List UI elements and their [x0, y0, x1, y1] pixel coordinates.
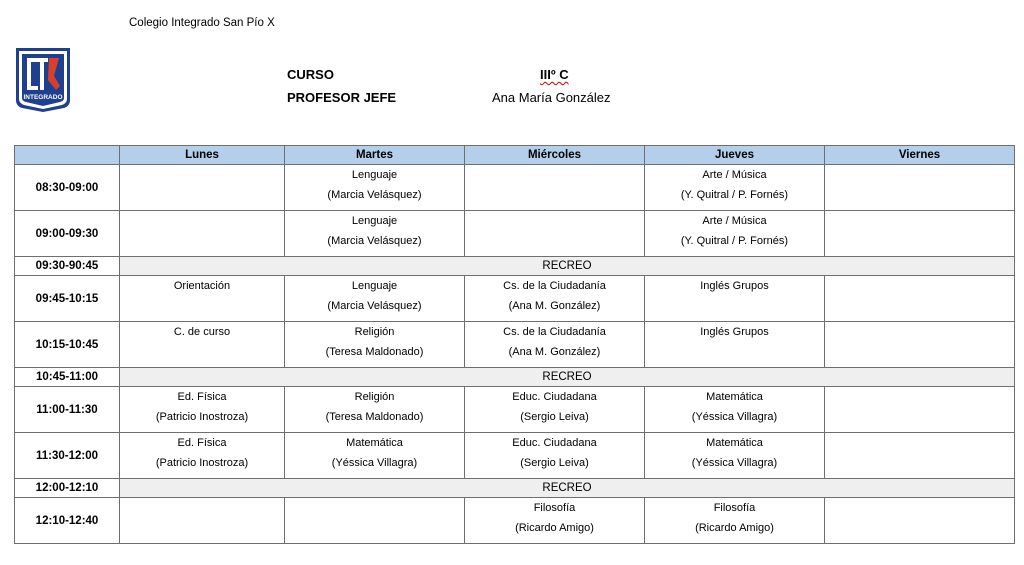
- subject-name: Ed. Física: [177, 391, 227, 403]
- recess-row: [15, 368, 1015, 387]
- corner-cell: [15, 146, 120, 165]
- teacher-name: (Yéssica Villagra): [691, 457, 778, 469]
- teacher-name: (Sergio Leiva): [520, 411, 589, 423]
- day-header-miercoles: Miércoles: [465, 146, 645, 165]
- time-slot: 11:00-11:30: [15, 387, 120, 433]
- class-row: [15, 322, 1015, 368]
- subject-name: Arte / Música: [702, 169, 767, 181]
- teacher-name: (Teresa Maldonado): [325, 346, 424, 358]
- subject-name: Matemática: [346, 437, 403, 449]
- teacher-name: (Teresa Maldonado): [325, 411, 424, 423]
- time-slot: 10:15-10:45: [15, 322, 120, 368]
- curso-label: CURSO: [287, 67, 334, 82]
- subject-name: Orientación: [173, 280, 231, 292]
- profesor-label: PROFESOR JEFE: [287, 90, 397, 105]
- teacher-name: (Marcia Velásquez): [327, 235, 422, 247]
- class-cell: [285, 433, 465, 479]
- class-row: [15, 165, 1015, 211]
- subject-name: Cs. de la Ciudadanía: [503, 326, 606, 338]
- class-cell: [120, 211, 285, 257]
- teacher-name: (Marcia Velásquez): [327, 300, 422, 312]
- subject-name: Educ. Ciudadana: [512, 437, 597, 449]
- class-cell: [120, 322, 285, 368]
- time-slot: 12:10-12:40: [15, 498, 120, 544]
- class-cell: [825, 211, 1015, 257]
- teacher-name: (Patricio Inostroza): [155, 457, 249, 469]
- class-cell: [825, 498, 1015, 544]
- subject-name: Arte / Música: [702, 215, 767, 227]
- subject-name: Cs. de la Ciudadanía: [503, 280, 606, 292]
- time-slot: 11:30-12:00: [15, 433, 120, 479]
- subject-name: Religión: [354, 326, 395, 338]
- day-header-jueves: Jueves: [645, 146, 825, 165]
- class-cell: [825, 433, 1015, 479]
- recess-label: RECREO: [120, 257, 1015, 276]
- class-cell: [285, 322, 465, 368]
- teacher-name: (Y. Quitral / P. Fornés): [680, 189, 789, 201]
- class-cell: [645, 165, 825, 211]
- subject-name: Lenguaje: [351, 280, 398, 292]
- teacher-name: (Yéssica Villagra): [691, 411, 778, 423]
- recess-label: RECREO: [120, 479, 1015, 498]
- class-row: [15, 211, 1015, 257]
- recess-row: [15, 257, 1015, 276]
- class-cell: [645, 433, 825, 479]
- recess-row: [15, 479, 1015, 498]
- teacher-name: (Yéssica Villagra): [331, 457, 418, 469]
- teacher-name: (Patricio Inostroza): [155, 411, 249, 423]
- profesor-value: Ana María González: [492, 90, 611, 105]
- day-header-lunes: Lunes: [120, 146, 285, 165]
- time-slot: 09:45-10:15: [15, 276, 120, 322]
- class-cell: [645, 387, 825, 433]
- subject-name: Filosofía: [713, 502, 756, 514]
- recess-label: RECREO: [120, 368, 1015, 387]
- teacher-name: (Ricardo Amigo): [515, 522, 594, 534]
- subject-name: Inglés Grupos: [700, 280, 769, 292]
- class-cell: [645, 498, 825, 544]
- teacher-name: (Ana M. González): [508, 346, 601, 358]
- class-cell: [120, 387, 285, 433]
- class-cell: [645, 211, 825, 257]
- time-slot: 12:00-12:10: [15, 479, 120, 498]
- svg-text:INTEGRADO: INTEGRADO: [23, 94, 63, 101]
- class-cell: [465, 165, 645, 211]
- class-cell: [120, 433, 285, 479]
- teacher-name: (Y. Quitral / P. Fornés): [680, 235, 789, 247]
- class-cell: [825, 322, 1015, 368]
- school-logo: [14, 46, 72, 112]
- time-slot: 10:45-11:00: [15, 368, 120, 387]
- class-row: [15, 387, 1015, 433]
- subject-name: Lenguaje: [351, 215, 398, 227]
- day-header-viernes: Viernes: [825, 146, 1015, 165]
- teacher-name: (Marcia Velásquez): [327, 189, 422, 201]
- class-cell: [120, 165, 285, 211]
- header-row: [15, 146, 1015, 165]
- class-cell: [120, 498, 285, 544]
- subject-name: Lenguaje: [351, 169, 398, 181]
- time-slot: 08:30-09:00: [15, 165, 120, 211]
- class-cell: [645, 276, 825, 322]
- teacher-name: (Sergio Leiva): [520, 457, 589, 469]
- class-row: [15, 276, 1015, 322]
- subject-name: C. de curso: [173, 326, 231, 338]
- class-cell: [465, 387, 645, 433]
- class-cell: [285, 211, 465, 257]
- class-cell: [285, 276, 465, 322]
- class-cell: [645, 322, 825, 368]
- teacher-name: (Ricardo Amigo): [695, 522, 774, 534]
- class-cell: [465, 433, 645, 479]
- subject-name: Inglés Grupos: [700, 326, 769, 338]
- class-row: [15, 498, 1015, 544]
- teacher-name: (Ana M. González): [508, 300, 601, 312]
- schedule-table: [14, 145, 1015, 544]
- class-cell: [465, 211, 645, 257]
- class-cell: [285, 165, 465, 211]
- subject-name: Ed. Física: [177, 437, 227, 449]
- curso-value: IIIº C: [540, 67, 569, 82]
- subject-name: Matemática: [706, 437, 763, 449]
- subject-name: Religión: [354, 391, 395, 403]
- class-row: [15, 433, 1015, 479]
- day-header-martes: Martes: [285, 146, 465, 165]
- class-cell: [825, 387, 1015, 433]
- class-cell: [465, 322, 645, 368]
- time-slot: 09:00-09:30: [15, 211, 120, 257]
- time-slot: 09:30-90:45: [15, 257, 120, 276]
- school-name: Colegio Integrado San Pío X: [129, 17, 275, 29]
- class-cell: [120, 276, 285, 322]
- class-cell: [465, 276, 645, 322]
- class-cell: [465, 498, 645, 544]
- subject-name: Matemática: [706, 391, 763, 403]
- class-cell: [285, 387, 465, 433]
- class-cell: [825, 165, 1015, 211]
- class-cell: [285, 498, 465, 544]
- subject-name: Filosofía: [533, 502, 576, 514]
- subject-name: Educ. Ciudadana: [512, 391, 597, 403]
- class-cell: [825, 276, 1015, 322]
